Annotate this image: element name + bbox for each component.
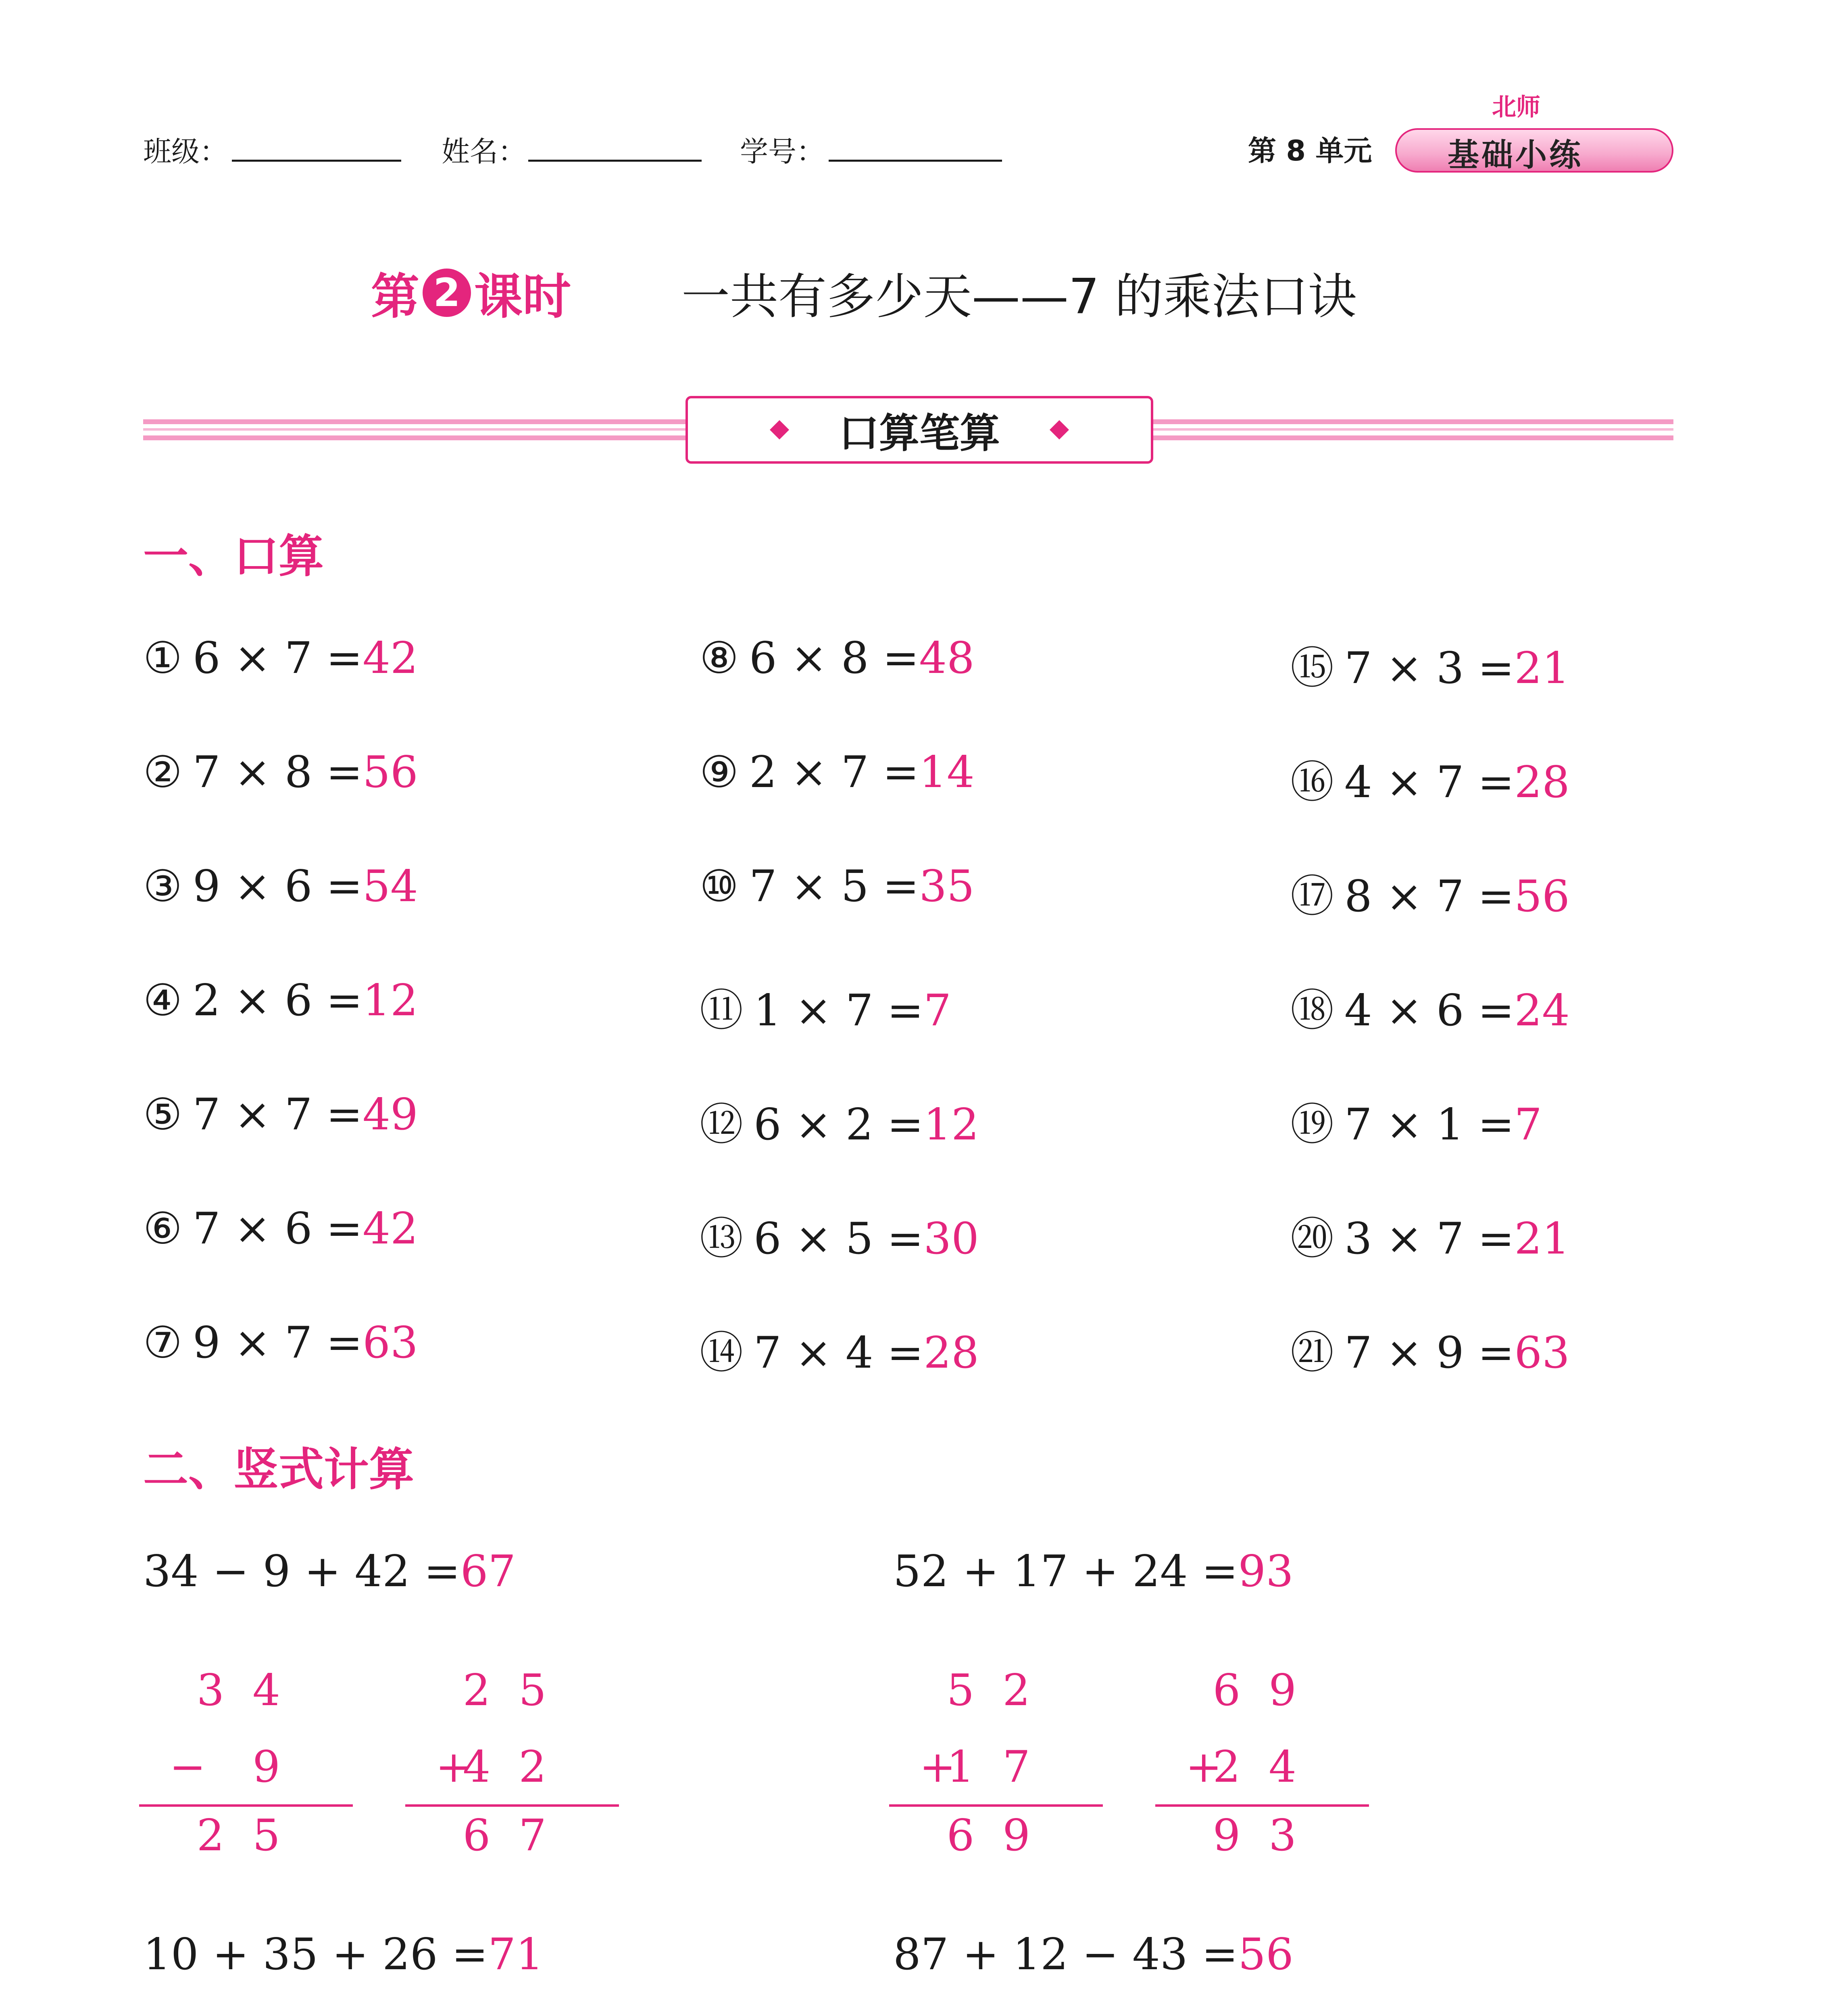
problem-expression: 7 × 5 =: [749, 861, 919, 912]
problem-number: ⑧: [700, 633, 739, 683]
oral-problem: [143, 1204, 418, 1254]
vc-divider-line: [139, 1804, 353, 1807]
banner-label: 口算笔算: [839, 410, 1000, 457]
oral-problem: [700, 633, 975, 683]
vc-bottom-number: 24: [1213, 1742, 1325, 1792]
problem-answer[interactable]: 12: [363, 975, 418, 1026]
vc-bottom-number: 9: [252, 1742, 308, 1792]
problem-number: ③: [143, 861, 182, 912]
vc-operator: +: [919, 1742, 956, 1792]
oral-problem: [1290, 1318, 1570, 1380]
lesson-number-badge: 2: [423, 269, 471, 317]
problem-expression: 7 × 8 =: [192, 747, 363, 798]
problem-answer[interactable]: 42: [363, 1204, 418, 1254]
problem-answer[interactable]: 42: [363, 633, 418, 683]
problem-expression: 7 × 3 =: [1344, 643, 1515, 694]
oral-problem: [700, 1318, 979, 1380]
problem-expression: 7 × 6 =: [192, 1204, 363, 1254]
vc-top-number: 34: [196, 1665, 308, 1716]
problem-expression: 7 × 7 =: [192, 1089, 363, 1140]
problem-answer[interactable]: 49: [363, 1089, 418, 1140]
problem-number: ④: [143, 975, 182, 1026]
vertical-equation: [893, 1929, 1294, 1980]
problem-answer[interactable]: 56: [1514, 871, 1570, 922]
oral-problem: [1290, 1089, 1542, 1152]
problem-expression: 2 × 7 =: [749, 747, 919, 798]
problem-answer[interactable]: 21: [1514, 1214, 1570, 1264]
problem-answer[interactable]: 28: [1514, 757, 1570, 808]
problem-expression: 6 × 5 =: [754, 1214, 924, 1264]
oral-problem: [1290, 975, 1570, 1038]
problem-expression: 9 × 7 =: [192, 1318, 363, 1368]
oral-problem: [143, 861, 418, 912]
vc-top-number: 52: [946, 1665, 1058, 1716]
lesson-label: [371, 258, 571, 327]
problem-expression: 9 × 6 =: [192, 861, 363, 912]
diamond-icon: [770, 420, 789, 439]
problem-answer[interactable]: 63: [1514, 1328, 1570, 1378]
oral-problem: [143, 1318, 418, 1368]
problem-expression: 8 × 7 =: [1344, 871, 1515, 922]
problem-number: ⑭: [700, 1328, 744, 1378]
vc-divider-line: [405, 1804, 619, 1807]
problem-answer[interactable]: 28: [923, 1328, 979, 1378]
section-1-title: 一、口算: [143, 530, 324, 583]
vertical-calc-work: [1155, 1665, 1369, 1861]
class-field[interactable]: [232, 160, 401, 162]
problem-answer[interactable]: 30: [923, 1214, 979, 1264]
lesson-suffix: 课时: [474, 269, 571, 325]
name-field[interactable]: [528, 160, 702, 162]
problem-answer[interactable]: 7: [923, 985, 952, 1036]
oral-problem: [700, 747, 975, 798]
vertical-equation: [893, 1546, 1294, 1597]
vc-operator: −: [169, 1742, 206, 1792]
equation-expression: 10 + 35 + 26 =: [143, 1929, 488, 1980]
vc-top-number: 69: [1213, 1665, 1325, 1716]
equation-answer[interactable]: 71: [488, 1929, 544, 1980]
problem-expression: 4 × 7 =: [1344, 757, 1515, 808]
problem-number: ⑬: [700, 1214, 744, 1264]
vc-divider-line: [1155, 1804, 1369, 1807]
student-id-field[interactable]: [829, 160, 1002, 162]
class-label: 班级：: [143, 135, 228, 168]
problem-answer[interactable]: 21: [1514, 643, 1570, 694]
problem-number: ⑨: [700, 747, 739, 798]
problem-answer[interactable]: 56: [363, 747, 418, 798]
problem-expression: 6 × 2 =: [754, 1100, 924, 1150]
oral-problem: [1290, 633, 1570, 696]
vc-bottom-number: 42: [463, 1742, 575, 1792]
vc-result[interactable]: 25: [196, 1810, 308, 1861]
problem-answer[interactable]: 54: [363, 861, 418, 912]
problem-number: ⑯: [1290, 757, 1334, 808]
problem-answer[interactable]: 35: [919, 861, 975, 912]
problem-answer[interactable]: 48: [919, 633, 975, 683]
oral-problem: [1290, 1204, 1570, 1266]
problem-number: ⑲: [1290, 1100, 1334, 1150]
oral-problem: [143, 975, 418, 1026]
problem-number: ⑮: [1290, 643, 1334, 694]
page-title: 一共有多少天——7 的乘法口诀: [681, 269, 1357, 325]
vc-result[interactable]: 67: [463, 1810, 575, 1861]
problem-answer[interactable]: 12: [923, 1100, 979, 1150]
problem-answer[interactable]: 14: [919, 747, 975, 798]
vc-result[interactable]: 69: [946, 1810, 1058, 1861]
vertical-equation: [143, 1929, 544, 1980]
equation-answer[interactable]: 93: [1238, 1546, 1294, 1597]
problem-number: ①: [143, 633, 182, 683]
problem-expression: 1 × 7 =: [754, 985, 924, 1036]
problem-expression: 3 × 7 =: [1344, 1214, 1515, 1264]
lesson-prefix: 第: [371, 269, 419, 325]
oral-problem: [700, 861, 975, 912]
problem-expression: 7 × 4 =: [754, 1328, 924, 1378]
vc-operator: +: [1186, 1742, 1222, 1792]
oral-problem: [700, 1089, 979, 1152]
vc-top-number: 25: [463, 1665, 575, 1716]
problem-expression: 6 × 8 =: [749, 633, 919, 683]
problem-answer[interactable]: 24: [1514, 985, 1570, 1036]
problem-expression: 7 × 9 =: [1344, 1328, 1515, 1378]
vc-bottom-number: 17: [946, 1742, 1058, 1792]
oral-problem: [700, 975, 951, 1038]
oral-problem: [1290, 747, 1570, 810]
problem-expression: 6 × 7 =: [192, 633, 363, 683]
problem-number: ⑫: [700, 1100, 744, 1150]
oral-problem: [700, 1204, 979, 1266]
problem-number: ⑳: [1290, 1214, 1334, 1264]
vc-operator: +: [435, 1742, 472, 1792]
oral-problem: [143, 633, 418, 683]
vertical-calc-work: [405, 1665, 619, 1861]
problem-number: ⑤: [143, 1089, 182, 1140]
problem-number: ⑦: [143, 1318, 182, 1368]
problem-number: ⑪: [700, 985, 744, 1036]
vc-result[interactable]: 93: [1213, 1810, 1325, 1861]
student-id-label: 学号：: [740, 135, 825, 168]
oral-problem: [143, 1089, 418, 1140]
problem-number: ⑥: [143, 1204, 182, 1254]
brand-main-text: 基础小练: [1448, 137, 1583, 173]
equation-expression: 34 − 9 + 42 =: [143, 1546, 460, 1597]
section-2-title: 二、竖式计算: [143, 1443, 414, 1496]
unit-label: 第 8 单元: [1248, 134, 1372, 167]
vertical-calc-work: [889, 1665, 1103, 1861]
brand-top-text: 北师: [1492, 93, 1540, 121]
equation-answer[interactable]: 67: [460, 1546, 516, 1597]
problem-number: ②: [143, 747, 182, 798]
oral-problem: [1290, 861, 1570, 924]
name-label: 姓名：: [442, 135, 526, 168]
problem-number: ⑱: [1290, 985, 1334, 1036]
equation-answer[interactable]: 56: [1238, 1929, 1294, 1980]
section-banner: [685, 396, 1153, 464]
equation-expression: 87 + 12 − 43 =: [893, 1929, 1238, 1980]
problem-expression: 7 × 1 =: [1344, 1100, 1515, 1150]
problem-number: ⑰: [1290, 871, 1334, 922]
vc-divider-line: [889, 1804, 1103, 1807]
problem-number: ㉑: [1290, 1328, 1334, 1378]
oral-problem: [143, 747, 418, 798]
problem-expression: 2 × 6 =: [192, 975, 363, 1026]
problem-answer[interactable]: 7: [1514, 1100, 1542, 1150]
problem-expression: 4 × 6 =: [1344, 985, 1515, 1036]
vertical-equation: [143, 1546, 516, 1597]
equation-expression: 52 + 17 + 24 =: [893, 1546, 1238, 1597]
vertical-calc-work: [139, 1665, 353, 1861]
diamond-icon: [1050, 420, 1069, 439]
problem-number: ⑩: [700, 861, 739, 912]
problem-answer[interactable]: 63: [363, 1318, 418, 1368]
